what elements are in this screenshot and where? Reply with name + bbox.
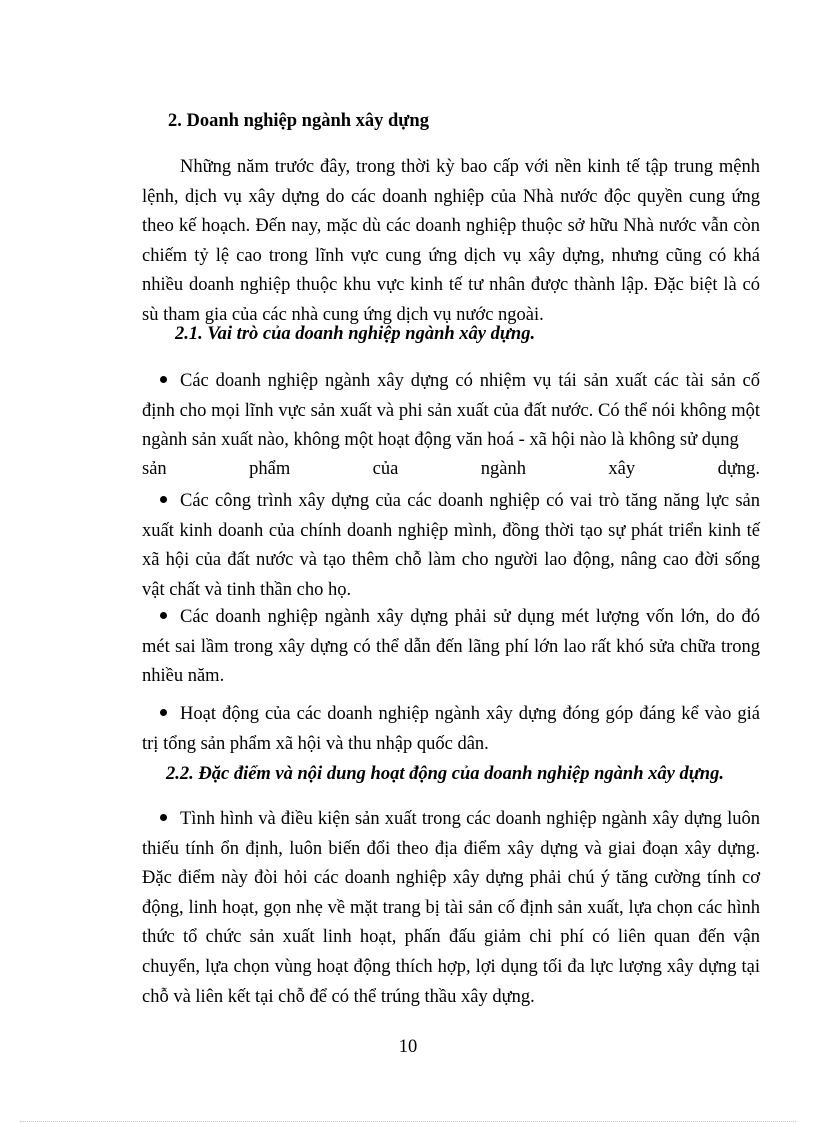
bullet-item	[142, 700, 760, 759]
page-number: 10	[398, 1037, 418, 1057]
bullet-text: Các doanh nghiệp ngành xây dựng phải sử dụng mét lượng vốn lớn, do đó mét sai lầm trong xây dựng có thể dẫn đến lãng phí lớn lao rất khó sửa chữa trong nhiều năm.	[142, 607, 760, 687]
bullet-icon	[160, 376, 167, 383]
subsection-heading-2-1: 2.1. Vai trò của doanh nghiệp ngành xây dựng.	[175, 324, 536, 344]
section-heading: 2. Doanh nghiệp ngành xây dựng	[168, 111, 429, 131]
bullet-item	[142, 487, 760, 605]
bullet-text: Hoạt động của các doanh nghiệp ngành xây dựng đóng góp đáng kể vào giá trị tổng sản phẩm xã hội và thu nhập quốc dân.	[142, 704, 760, 754]
bullet-text: Các doanh nghiệp ngành xây dựng có nhiệm vụ tái sản xuất các tài sản cố định cho mọi lĩnh vực sản xuất và phi sản xuất của đất nước. Có thể nói không một ngành sản xuất nào, không một hoạt động văn hoá - xã hội nào là không sử dụng	[142, 371, 760, 451]
bullet-item	[142, 367, 760, 456]
bullet-icon	[160, 612, 167, 619]
bullet-icon	[160, 496, 167, 503]
bullet-icon	[160, 709, 167, 716]
intro-paragraph: Những năm trước đây, trong thời kỳ bao cấp với nền kinh tế tập trung mệnh lệnh, dịch vụ xây dựng do các doanh nghiệp của Nhà nước độc quyền cung ứng theo kế hoạch. Đến nay, mặc dù các doanh nghiệp thuộc sở hữu Nhà nước vẫn còn chiếm tỷ lệ cao trong lĩnh vực cung ứng dịch vụ xây dựng, nhưng cũng có khá nhiều doanh nghiệp thuộc khu vực kinh tế tư nhân được thành lập. Đặc biệt là có sù tham gia của các nhà cung ứng dịch vụ nước ngoài.	[142, 157, 760, 325]
bullet-item-last-line: sản phẩm của ngành xây dựng.	[142, 459, 760, 479]
subsection-heading-2-2: 2.2. Đặc điểm và nội dung hoạt động của doanh nghiệp ngành xây dựng.	[166, 764, 724, 784]
bullet-text: Các công trình xây dựng của các doanh nghiệp có vai trò tăng năng lực sản xuất kinh doanh của chính doanh nghiệp mình, đồng thời tạo sự phát triển kinh tế xã hội của đất nước và tạo thêm chỗ làm cho người lao động, nâng cao đời sống vật chất và tinh thần cho họ.	[142, 491, 760, 600]
bullet-item	[142, 805, 760, 1012]
bullet-text: Tình hình và điều kiện sản xuất trong các doanh nghiệp ngành xây dựng luôn thiếu tính ổn định, luôn biến đổi theo địa điểm xây dựng và giai đoạn xây dựng. Đặc điểm này đòi hỏi các doanh nghiệp xây dựng phải chú ý tăng cường tính cơ động, linh hoạt, gọn nhẹ về mặt trang bị tài sản cố định sản xuất, lựa chọn các hình thức tổ chức sản xuất linh hoạt, phấn đấu giảm chi phí có liên quan đến vận chuyển, lựa chọn vùng hoạt động thích hợp, lợi dụng tối đa lực lượng xây dựng tại chỗ và liên kết tại chỗ để có thể trúng thầu xây dựng.	[142, 809, 760, 1007]
bullet-item	[142, 603, 760, 692]
bullet-icon	[160, 814, 167, 821]
page-bottom-divider	[20, 1121, 796, 1122]
